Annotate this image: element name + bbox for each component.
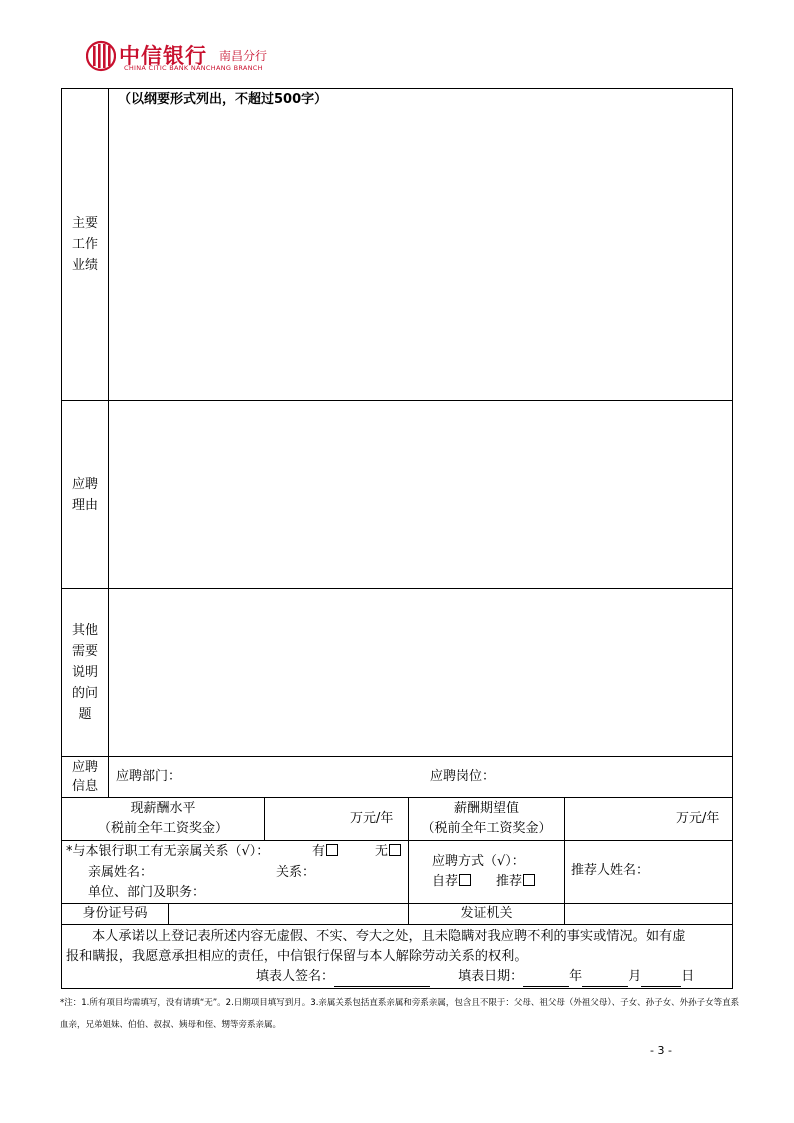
relative-name-label: 亲属姓名： <box>88 865 154 880</box>
relative-no-label: 无 <box>375 844 389 859</box>
declaration-line-1: 本人承诺以上登记表所述内容无虚假、不实、夸大之处，且未隐瞒对我应聘不利的事实或情况。如有虚 <box>92 929 686 944</box>
achievements-hint: （以纲要形式列出，不超过500字） <box>118 92 328 107</box>
signature-label: 填表人签名： <box>256 969 335 984</box>
self-recommend-checkbox[interactable] <box>459 874 471 886</box>
salary-expect-sub: （税前全年工资奖金） <box>421 821 552 836</box>
achievements-input-area[interactable] <box>109 112 731 398</box>
other-label-cell <box>62 589 108 756</box>
date-year-unit: 年 <box>569 969 583 984</box>
issuer-label: 发证机关 <box>460 906 513 921</box>
referrer-label: 推荐人姓名： <box>571 863 650 878</box>
apply-dept-input[interactable] <box>182 762 412 790</box>
salary-current-label-cell <box>62 798 264 840</box>
relative-yes-label: 有 <box>312 844 326 859</box>
other-label: 其他 需要 说明 的问 题 <box>71 623 98 722</box>
signature-input[interactable] <box>334 972 430 987</box>
relationship-label: 关系： <box>276 865 316 880</box>
date-month-unit: 月 <box>628 969 642 984</box>
self-recommend-option[interactable] <box>432 872 471 892</box>
apply-info-label-cell <box>62 757 108 797</box>
id-label: 身份证号码 <box>82 906 148 921</box>
apply-info-label: 应聘 信息 <box>71 760 98 794</box>
relative-unit-label: 单位、部门及职务： <box>88 885 206 900</box>
page-number: - 3 - <box>650 1044 672 1057</box>
relative-no-checkbox[interactable] <box>389 844 401 856</box>
brand-name-en: CHINA CITIC BANK NANCHANG BRANCH <box>124 64 263 72</box>
apply-dept-label: 应聘部门： <box>116 769 182 784</box>
relative-yes-option[interactable] <box>312 842 338 862</box>
signature-row <box>256 967 694 987</box>
declaration-line-2: 报和瞒报，我愿意承担相应的责任，中信银行保留与本人解除劳动关系的权利。 <box>66 949 528 964</box>
reason-label-cell <box>62 401 108 588</box>
salary-expect-label: 薪酬期望值 <box>453 801 519 816</box>
branch-name: 南昌分行 <box>219 49 268 63</box>
salary-expect-label-cell <box>409 798 564 840</box>
salary-current-unit: 万元/年 <box>350 811 394 826</box>
achievements-label-cell <box>62 89 108 400</box>
date-label: 填表日期： <box>458 969 524 984</box>
issuer-input[interactable] <box>565 904 732 924</box>
self-recommend-label: 自荐 <box>432 874 459 889</box>
recommended-label: 推荐 <box>496 874 523 889</box>
achievements-label: 主要 工作 业绩 <box>71 216 98 273</box>
date-year-input[interactable] <box>523 972 569 987</box>
date-day-input[interactable] <box>641 972 681 987</box>
apply-post-input[interactable] <box>496 762 726 790</box>
apply-method-label: 应聘方式（√）： <box>432 854 525 869</box>
date-month-input[interactable] <box>582 972 628 987</box>
recommended-option[interactable] <box>496 872 535 892</box>
salary-current-sub: （税前全年工资奖金） <box>97 821 228 836</box>
reason-label: 应聘 理由 <box>71 476 98 513</box>
relative-question: *与本银行职工有无亲属关系（√）： <box>66 844 270 859</box>
recommended-checkbox[interactable] <box>523 874 535 886</box>
footnote: *注：1.所有项目均需填写，没有请填“无”。2.日期项目填写到月。3.亲属关系包括直系亲属和旁系亲属，包含且不限于：父母、祖父母（外祖父母）、子女、孙子女、外孙子女等直系血亲，兄弟姐妹、伯伯、叔叔、姨母和侄、甥等旁系亲属。 <box>60 998 740 1030</box>
relative-no-option[interactable] <box>375 842 401 862</box>
id-label-cell <box>62 904 168 924</box>
salary-current-label: 现薪酬水平 <box>130 801 196 816</box>
brand-name: 中信银行 <box>119 44 207 68</box>
citic-logo-icon <box>86 40 116 72</box>
issuer-label-cell <box>409 904 564 924</box>
date-day-unit: 日 <box>681 969 695 984</box>
id-input[interactable] <box>169 904 408 924</box>
apply-post-label: 应聘岗位： <box>430 769 496 784</box>
salary-expect-unit: 万元/年 <box>676 811 720 826</box>
relative-yes-checkbox[interactable] <box>326 844 338 856</box>
reason-input-area[interactable] <box>109 401 731 587</box>
other-input-area[interactable] <box>109 589 731 755</box>
